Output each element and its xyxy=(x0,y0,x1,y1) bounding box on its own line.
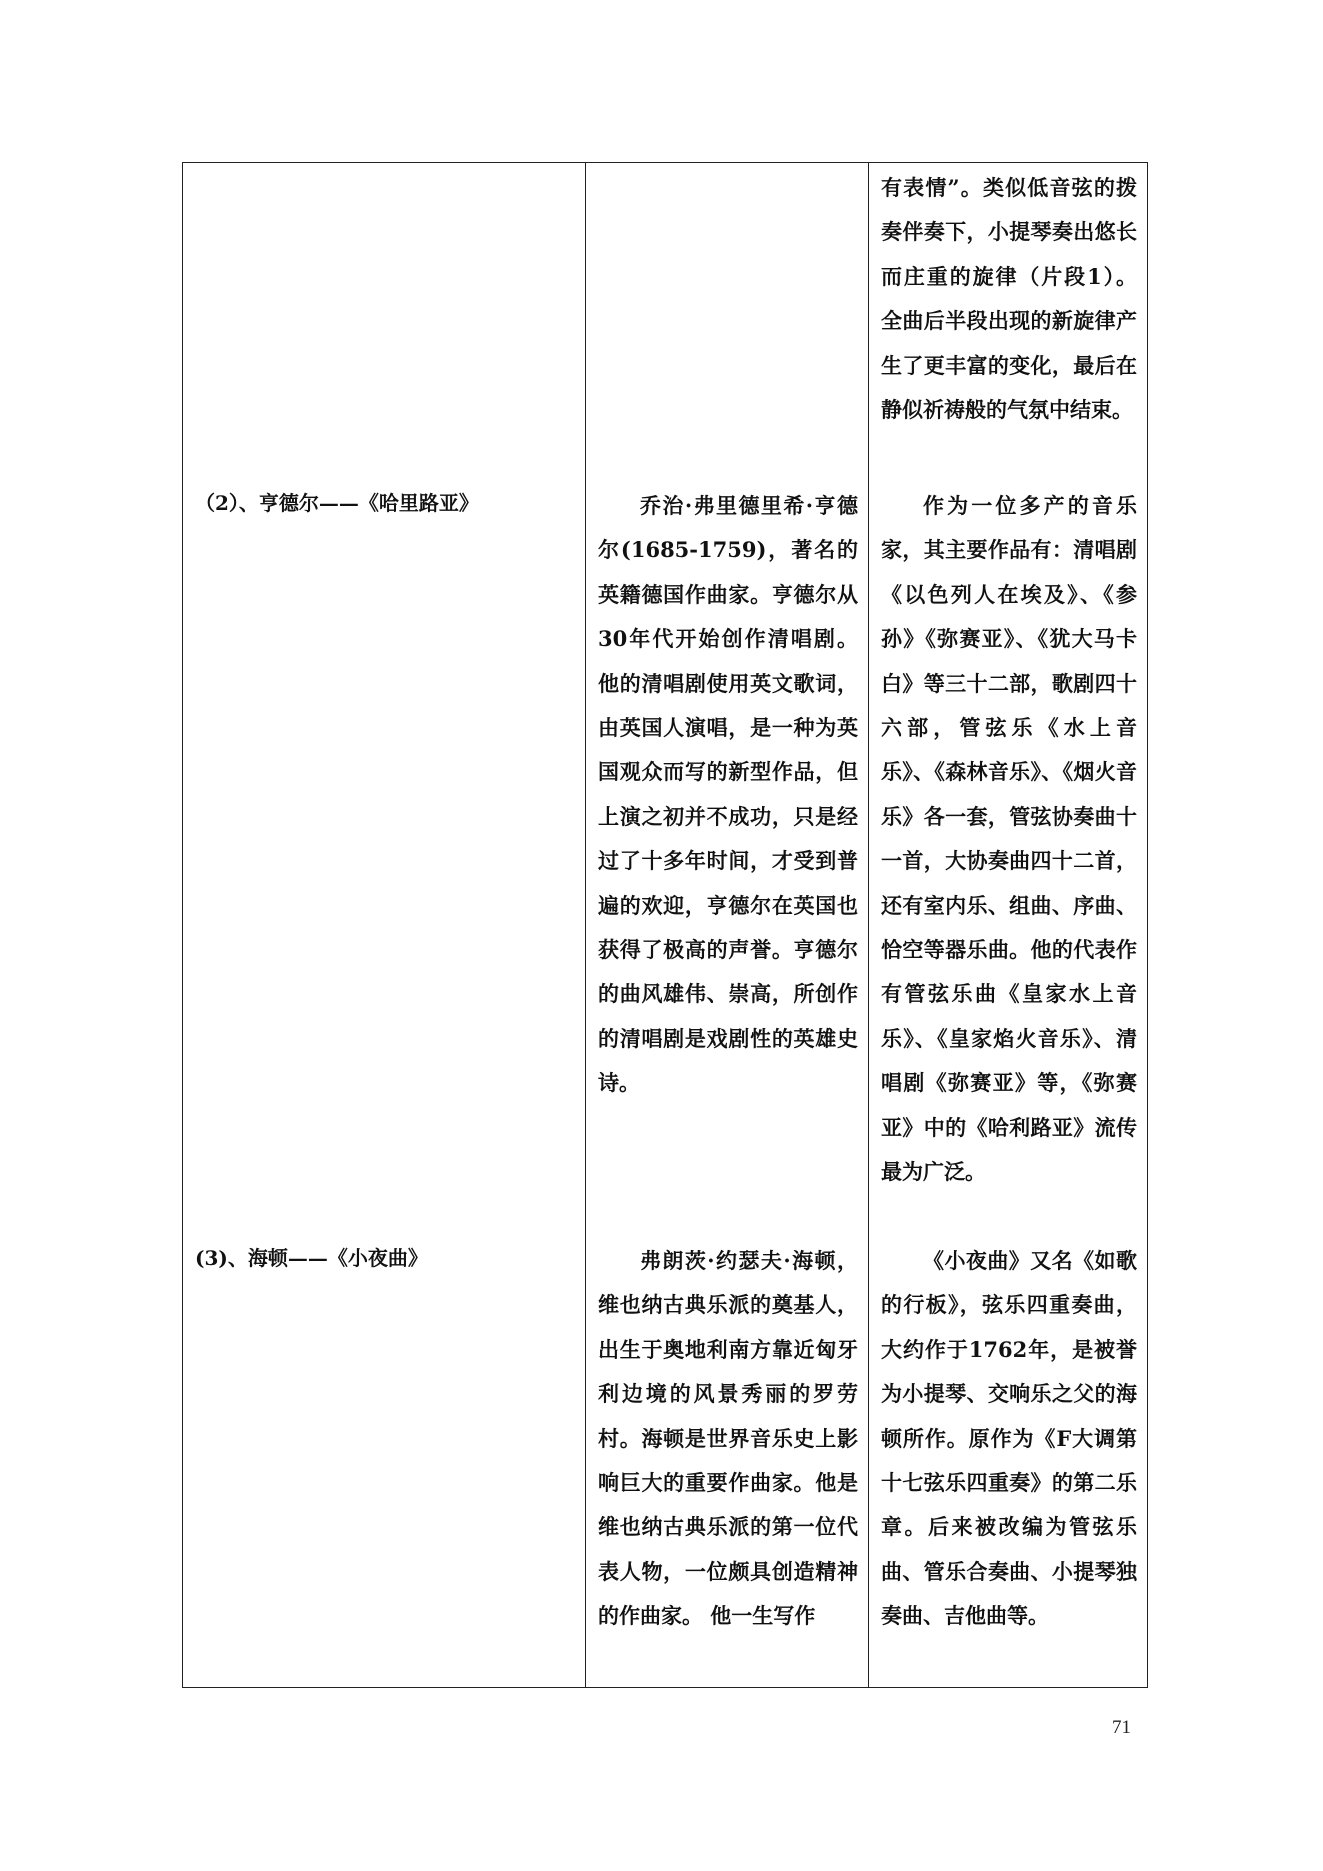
column-composer-bio xyxy=(586,163,869,1688)
column-piece-title xyxy=(183,163,586,1688)
column-work-description xyxy=(869,163,1148,1688)
content-table xyxy=(182,162,1148,1688)
row-2-work-description: 《小夜曲》又名《如歌的行板》，弦乐四重奏曲，大约作于1762年，是被誉为小提琴、交响乐之父的海顿所作。原作为《F大调第十七弦乐四重奏》的第二乐章。后来被改编为管弦乐曲、管乐合奏曲、小提琴独奏曲、吉他曲等。 xyxy=(881,1248,1137,1629)
row-1-composer-bio: 乔治·弗里德里希·亨德尔(1685-1759)，著名的英籍德国作曲家。亨德尔从30年代开始创作清唱剧。他的清唱剧使用英文歌词，由英国人演唱，是一种为英国观众而写的新型作品，但上演之初并不成功，只是经过了十多年时间，才受到普遍的欢迎，亨德尔在英国也获得了极高的声誉。亨德尔的曲风雄伟、崇高，所创作的清唱剧是戏剧性的英雄史诗。 xyxy=(598,493,858,1096)
row-2-title: (3)、海顿——《小夜曲》 xyxy=(195,1246,428,1270)
table-row xyxy=(183,163,1148,1688)
row-1-work-description: 作为一位多产的音乐家，其主要作品有：清唱剧《以色列人在埃及》、《参孙》《弥赛亚》、《犹大马卡白》等三十二部，歌剧四十六部，管弦乐《水上音乐》、《森林音乐》、《烟火音乐》各一套，管弦协奏曲十一首，大协奏曲四十二首，还有室内乐、组曲、序曲、恰空等器乐曲。他的代表作有管弦乐曲《皇家水上音乐》、《皇家焰火音乐》、清唱剧《弥赛亚》等，《弥赛亚》中的《哈利路亚》流传最为广泛。 xyxy=(881,493,1137,1185)
row-2-composer-bio: 弗朗茨·约瑟夫·海顿，维也纳古典乐派的奠基人，出生于奥地利南方靠近匈牙利边境的风景秀丽的罗劳村。海顿是世界音乐史上影响巨大的重要作曲家。他是维也纳古典乐派的第一位代表人物，一位颇具创造精神的作曲家。 他一生写作 xyxy=(598,1248,858,1629)
row-1-title: （2）、亨德尔——《哈里路亚》 xyxy=(195,491,479,515)
page-number: 71 xyxy=(1112,1717,1131,1738)
row-0-work-description: 有表情”。类似低音弦的拨奏伴奏下，小提琴奏出悠长而庄重的旋律（片段1）。全曲后半段出现的新旋律产生了更丰富的变化，最后在静似祈祷般的气氛中结束。 xyxy=(881,175,1137,423)
